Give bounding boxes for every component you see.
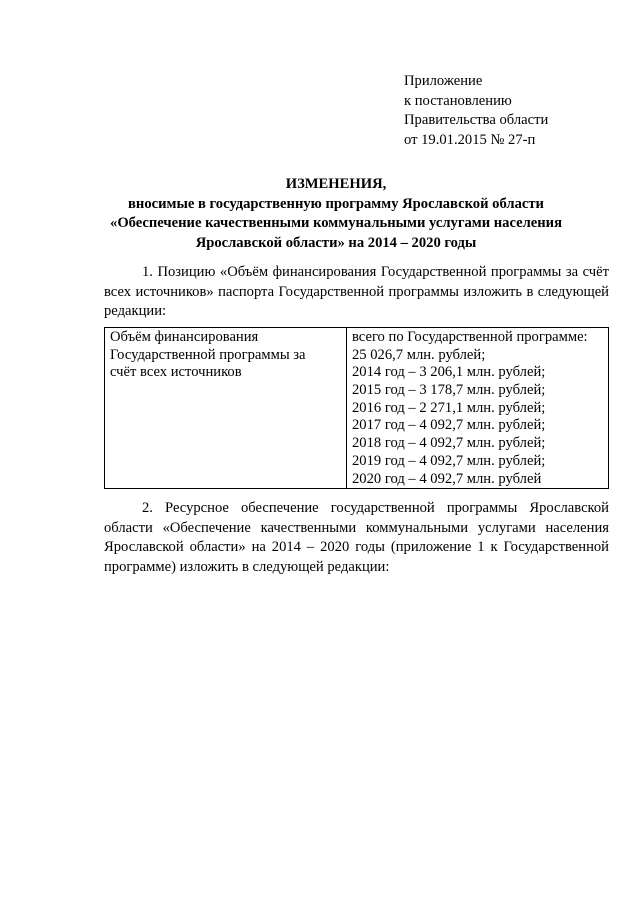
cell-text-line: 2019 год – 4 092,7 млн. рублей; [352,452,546,469]
title-line: вносимые в государственную программу Ярославской области [128,195,544,212]
table-cell-label [105,328,347,489]
title-line: Ярославской области» на 2014 – 2020 годы [195,234,477,251]
table-row [105,328,609,489]
appendix-line: к постановлению [404,92,512,109]
cell-text-line: 2018 год – 4 092,7 млн. рублей; [352,435,546,452]
cell-text-line: 2020 год – 4 092,7 млн. рублей [352,470,542,487]
table-cell-values [347,328,609,489]
title-line: «Обеспечение качественными коммунальными услугами населения [110,215,562,232]
cell-text-line: всего по Государственной программе: [352,329,588,345]
paragraph-2: 2. Ресурсное обеспечение государственной программы Ярославской области «Обеспечение качественными коммунальными услугами населения Ярославской области» на 2014 – 2020 годы (приложение 1 к Государственной программе) изложить в следующей редакции: [104,500,609,575]
appendix-line: Приложение [404,73,483,89]
appendix-header [404,72,624,150]
cell-text-line: 25 026,7 млн. рублей; [352,346,486,363]
appendix-date-line: от 19.01.2015 № 27-п [404,131,536,148]
cell-text-line: счёт всех источников [110,364,242,381]
cell-text-line: Объём финансирования [110,329,259,345]
financing-table [104,327,609,489]
cell-text-line: 2016 год – 2 271,1 млн. рублей; [352,399,546,416]
cell-text-line: 2017 год – 4 092,7 млн. рублей; [352,417,546,434]
paragraph-1: 1. Позицию «Объём финансирования Государственной программы за счёт всех источников» паспорта Государственной программы изложить в следующей редакции: [104,264,609,320]
appendix-line: Правительства области [404,112,549,129]
cell-text-line: 2015 год – 3 178,7 млн. рублей; [352,382,546,399]
cell-text-line: Государственной программы за [110,346,306,363]
title-line: ИЗМЕНЕНИЯ, [285,176,387,192]
cell-text-line: 2014 год – 3 206,1 млн. рублей; [352,364,546,381]
document-title [70,175,602,253]
